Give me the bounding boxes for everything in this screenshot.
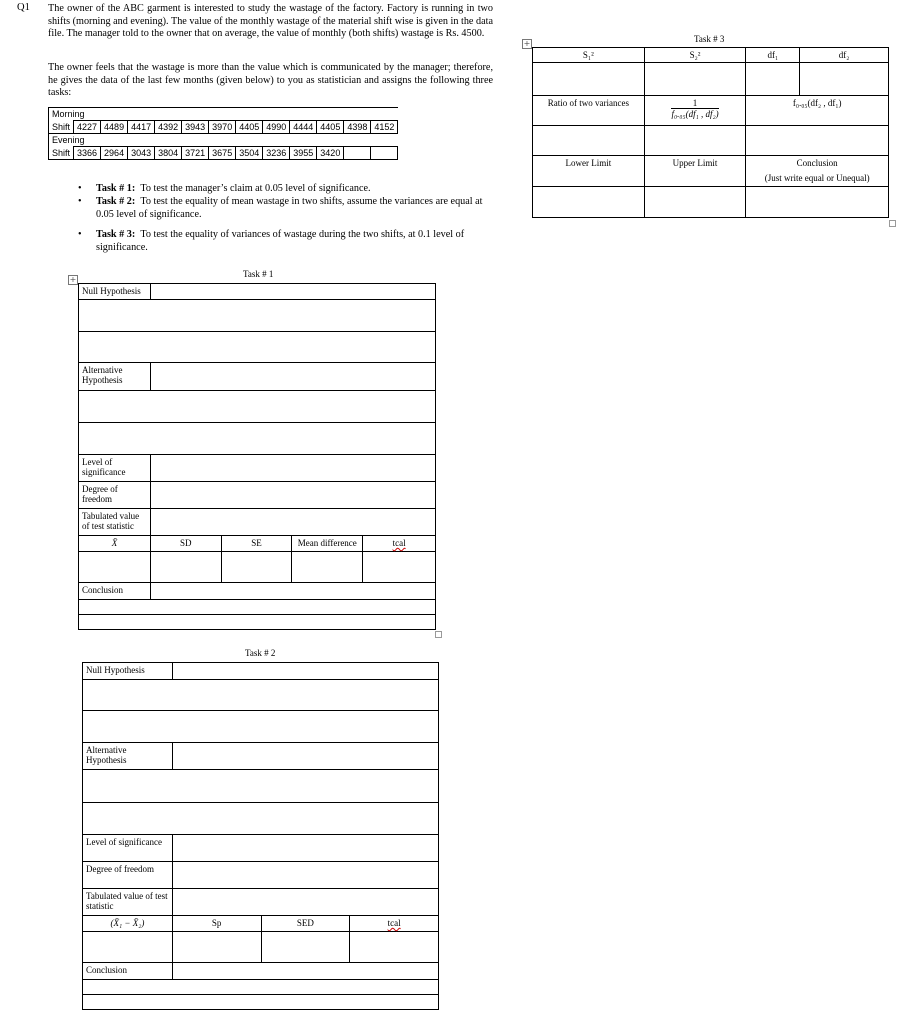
morning-row bbox=[49, 121, 398, 134]
morning-row-top bbox=[49, 108, 398, 121]
answer-cell[interactable] bbox=[292, 552, 363, 583]
question-paragraph-2: The owner feels that the wastage is more than the value which is communicated by the manager; therefore, he gives the data of the last few months (given below) to you as statistician and assigns the following three tasks: bbox=[48, 62, 493, 99]
answer-cell[interactable] bbox=[644, 187, 746, 218]
answer-cell[interactable] bbox=[172, 743, 438, 770]
answer-cell[interactable] bbox=[79, 332, 436, 363]
wastage-data-table bbox=[48, 107, 398, 160]
answer-cell[interactable] bbox=[150, 552, 221, 583]
sp-header: Sp bbox=[172, 916, 261, 932]
evening-value: 3804 bbox=[155, 147, 182, 160]
answer-cell[interactable] bbox=[533, 63, 645, 96]
level-of-significance-label: Level of significance bbox=[79, 455, 151, 482]
task-list bbox=[78, 183, 493, 255]
evening-value: 3043 bbox=[128, 147, 155, 160]
task2-title: Task # 2 bbox=[245, 648, 276, 658]
evening-shift-label: Shift bbox=[49, 147, 74, 160]
df2-header: df₂ bbox=[800, 48, 889, 63]
task1-table bbox=[78, 283, 436, 630]
answer-cell[interactable] bbox=[533, 126, 645, 156]
evening-value: 3236 bbox=[263, 147, 290, 160]
answer-cell[interactable] bbox=[79, 615, 436, 630]
answer-cell[interactable] bbox=[79, 391, 436, 423]
answer-cell[interactable] bbox=[83, 680, 439, 711]
resize-handle-icon[interactable] bbox=[435, 631, 442, 638]
answer-cell[interactable] bbox=[172, 663, 438, 680]
morning-value: 4398 bbox=[344, 121, 371, 134]
evening-value: 3366 bbox=[74, 147, 101, 160]
task-label: Task # 1: bbox=[96, 183, 136, 194]
tcal-label: tcal bbox=[387, 918, 401, 928]
answer-cell[interactable] bbox=[746, 63, 800, 96]
s1-squared-header: S₁² bbox=[533, 48, 645, 63]
task-label: Task # 3: bbox=[96, 229, 136, 241]
question-number: Q1 bbox=[17, 2, 30, 13]
task1-title: Task # 1 bbox=[243, 269, 274, 279]
answer-cell[interactable] bbox=[172, 889, 438, 916]
move-handle-icon[interactable]: + bbox=[69, 275, 77, 284]
morning-value: 4990 bbox=[263, 121, 290, 134]
conclusion-header bbox=[746, 156, 889, 187]
morning-shift-label: Shift bbox=[49, 121, 74, 134]
answer-cell[interactable] bbox=[350, 932, 439, 963]
fraction-denominator: f₀.₀₅(df₁ , df₂) bbox=[671, 109, 719, 119]
answer-cell[interactable] bbox=[150, 363, 435, 391]
evening-value: 3504 bbox=[236, 147, 263, 160]
answer-cell[interactable] bbox=[800, 63, 889, 96]
xbar-header: X̄ bbox=[79, 536, 151, 552]
fraction-numerator: 1 bbox=[671, 98, 718, 109]
bullet-icon: • bbox=[78, 183, 82, 194]
evening-value: 3420 bbox=[317, 147, 344, 160]
task-text: To test the manager’s claim at 0.05 level of significance. bbox=[140, 183, 371, 194]
tcal-header bbox=[363, 536, 436, 552]
answer-cell[interactable] bbox=[221, 552, 292, 583]
conclusion-label: Conclusion bbox=[79, 583, 151, 600]
answer-cell[interactable] bbox=[79, 423, 436, 455]
answer-cell[interactable] bbox=[83, 711, 439, 743]
answer-cell[interactable] bbox=[83, 770, 439, 803]
task3-title: Task # 3 bbox=[694, 34, 725, 44]
answer-cell[interactable] bbox=[83, 995, 439, 1010]
answer-cell[interactable] bbox=[150, 455, 435, 482]
empty-cell bbox=[344, 147, 371, 160]
answer-cell[interactable] bbox=[172, 963, 438, 980]
answer-cell[interactable] bbox=[83, 980, 439, 995]
answer-cell[interactable] bbox=[644, 126, 746, 156]
answer-cell[interactable] bbox=[150, 284, 435, 300]
answer-cell[interactable] bbox=[79, 600, 436, 615]
evening-label: Evening bbox=[49, 134, 398, 147]
move-handle-icon[interactable]: + bbox=[523, 39, 531, 48]
answer-cell[interactable] bbox=[79, 552, 151, 583]
tabulated-value-label: Tabulated value of test statistic bbox=[83, 889, 173, 916]
question-paragraph-1: The owner of the ABC garment is interested to study the wastage of the factory. Factory is running in two shifts (morning and evening). The value of the monthly wastage of the material shift wise is given in the data file. The manager told to the owner that on average, the value of monthly (both shifts) wastage is Rs. 4500. bbox=[48, 3, 493, 40]
bullet-icon: • bbox=[78, 229, 82, 241]
morning-value: 4392 bbox=[155, 121, 182, 134]
inverse-f-header bbox=[644, 96, 746, 126]
alternative-hypothesis-label: Alternative Hypothesis bbox=[83, 743, 173, 770]
degree-of-freedom-label: Degree of freedom bbox=[79, 482, 151, 509]
upper-limit-header: Upper Limit bbox=[644, 156, 746, 187]
alternative-hypothesis-label: Alternative Hypothesis bbox=[79, 363, 151, 391]
answer-cell[interactable] bbox=[363, 552, 436, 583]
conclusion-note: (Just write equal or Unequal) bbox=[764, 173, 870, 183]
evening-row bbox=[49, 147, 398, 160]
level-of-significance-label: Level of significance bbox=[83, 835, 173, 862]
evening-row-top bbox=[49, 134, 398, 147]
answer-cell[interactable] bbox=[150, 583, 435, 600]
answer-cell[interactable] bbox=[150, 482, 435, 509]
s2-squared-header: S₂² bbox=[644, 48, 746, 63]
mean-difference-header: Mean difference bbox=[292, 536, 363, 552]
morning-value: 3970 bbox=[209, 121, 236, 134]
morning-value: 3943 bbox=[182, 121, 209, 134]
task-item bbox=[78, 183, 493, 195]
empty-cell bbox=[371, 147, 398, 160]
answer-cell[interactable] bbox=[83, 803, 439, 835]
answer-cell[interactable] bbox=[644, 63, 746, 96]
answer-cell[interactable] bbox=[172, 835, 438, 862]
sed-header: SED bbox=[261, 916, 350, 932]
morning-value: 4417 bbox=[128, 121, 155, 134]
resize-handle-icon[interactable] bbox=[889, 220, 896, 227]
bullet-icon: • bbox=[78, 196, 82, 208]
morning-value: 4444 bbox=[290, 121, 317, 134]
answer-cell[interactable] bbox=[83, 932, 173, 963]
null-hypothesis-label: Null Hypothesis bbox=[83, 663, 173, 680]
task-text: To test the equality of mean wastage in two shifts, assume the variances are equal at 0.05 level of significance. bbox=[96, 196, 483, 220]
df1-header: df₁ bbox=[746, 48, 800, 63]
answer-cell[interactable] bbox=[79, 300, 436, 332]
sd-header: SD bbox=[150, 536, 221, 552]
answer-cell[interactable] bbox=[261, 932, 350, 963]
answer-cell[interactable] bbox=[746, 126, 889, 156]
task2-table bbox=[82, 662, 439, 1010]
ratio-label: Ratio of two variances bbox=[547, 98, 629, 108]
mean-diff-header: (X̄₁ − X̄₂) bbox=[83, 916, 173, 932]
answer-cell[interactable] bbox=[172, 862, 438, 889]
tabulated-value-label: Tabulated value of test statistic bbox=[79, 509, 151, 536]
evening-value: 3721 bbox=[182, 147, 209, 160]
conclusion-label: Conclusion bbox=[83, 963, 173, 980]
morning-value: 4405 bbox=[317, 121, 344, 134]
evening-value: 3675 bbox=[209, 147, 236, 160]
se-header: SE bbox=[221, 536, 292, 552]
answer-cell[interactable] bbox=[746, 187, 889, 218]
morning-value: 4405 bbox=[236, 121, 263, 134]
morning-value: 4489 bbox=[101, 121, 128, 134]
morning-value: 4227 bbox=[74, 121, 101, 134]
answer-cell[interactable] bbox=[150, 509, 435, 536]
evening-value: 2964 bbox=[101, 147, 128, 160]
task-text: To test the equality of variances of wastage during the two shifts, at 0.1 level of significance. bbox=[96, 229, 465, 253]
morning-value: 4152 bbox=[371, 121, 398, 134]
task-item bbox=[78, 229, 493, 254]
answer-cell[interactable] bbox=[533, 187, 645, 218]
degree-of-freedom-label: Degree of freedom bbox=[83, 862, 173, 889]
tcal-header bbox=[350, 916, 439, 932]
morning-label: Morning bbox=[49, 108, 398, 121]
ratio-header bbox=[533, 96, 645, 126]
task3-table bbox=[532, 47, 889, 218]
answer-cell[interactable] bbox=[172, 932, 261, 963]
conclusion-label: Conclusion bbox=[796, 158, 838, 168]
inverse-f-fraction bbox=[671, 98, 718, 119]
task-label: Task # 2: bbox=[96, 196, 136, 208]
null-hypothesis-label: Null Hypothesis bbox=[79, 284, 151, 300]
task-item bbox=[78, 196, 493, 221]
tcal-label: tcal bbox=[392, 538, 406, 548]
evening-value: 3955 bbox=[290, 147, 317, 160]
f-value-header: f₀.₀₅(df₂ , df₁) bbox=[746, 96, 889, 126]
lower-limit-header: Lower Limit bbox=[533, 156, 645, 187]
